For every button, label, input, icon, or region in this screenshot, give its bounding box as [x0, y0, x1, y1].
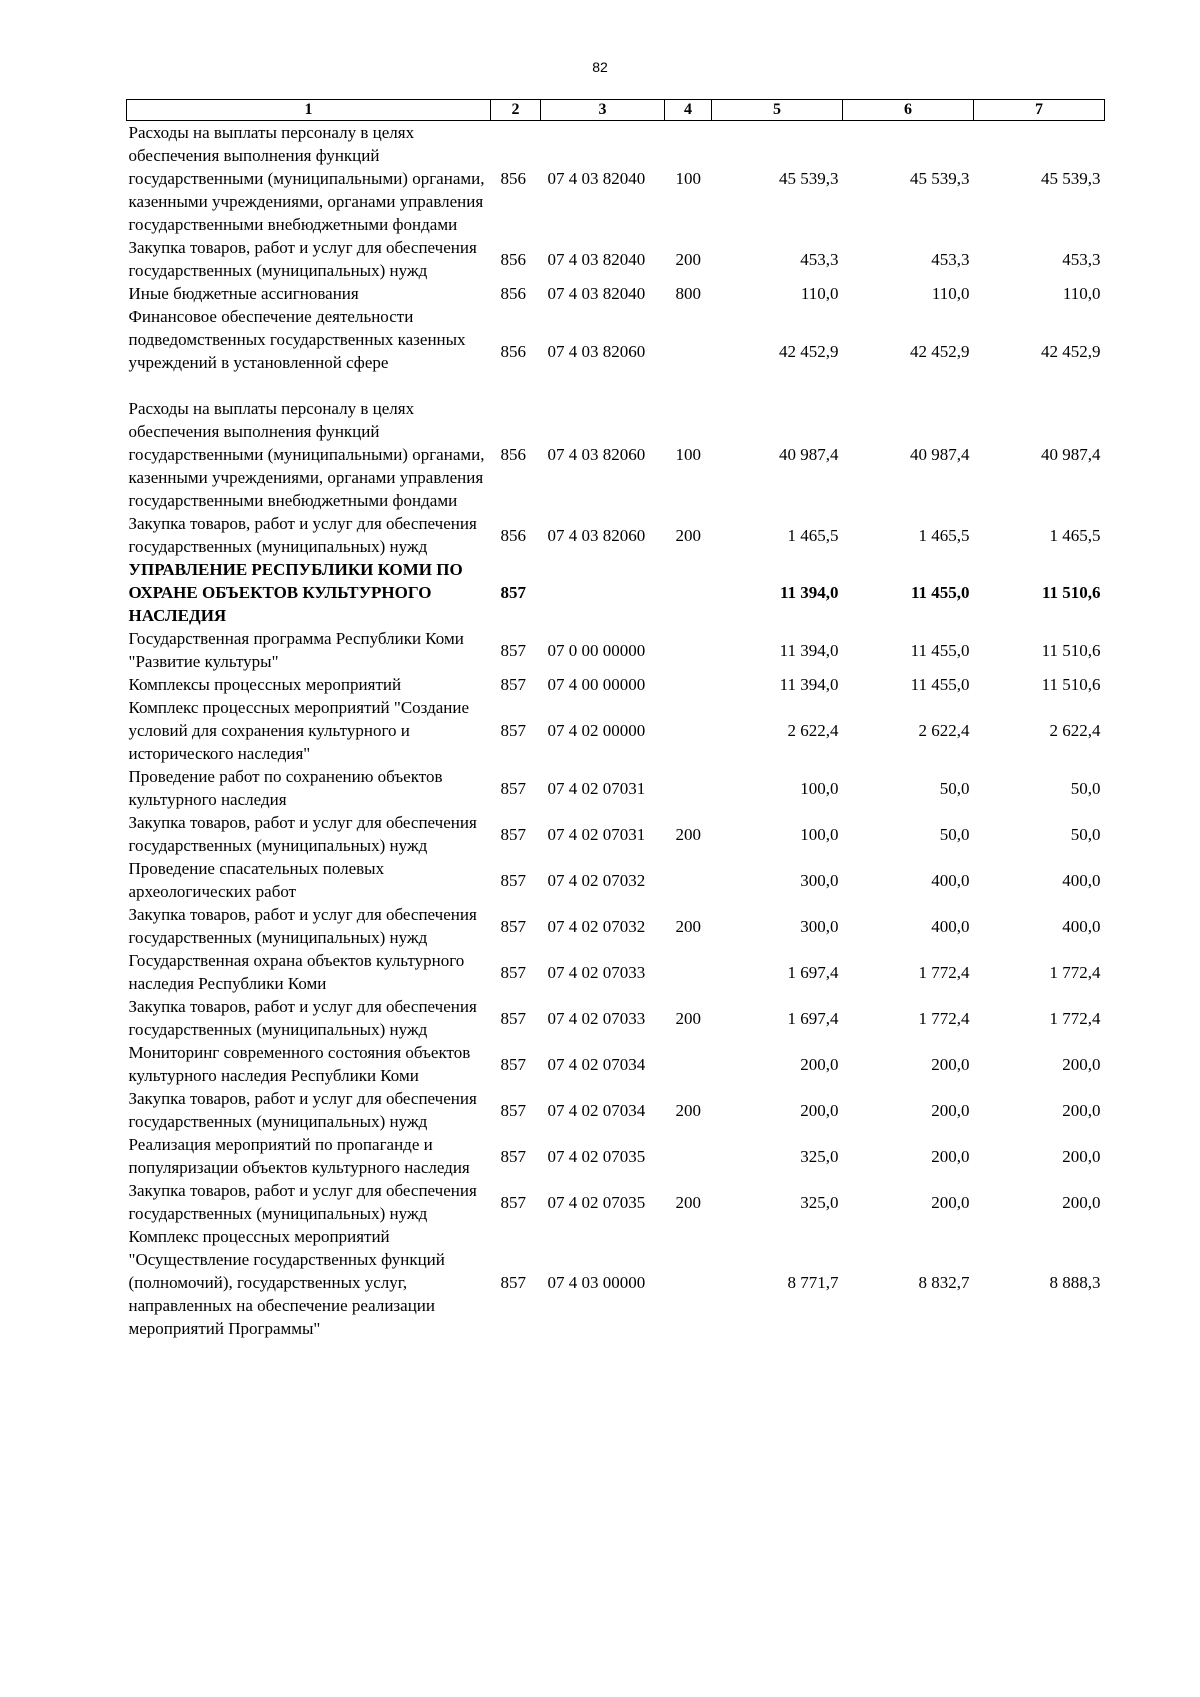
table-row-section-header	[127, 558, 1105, 627]
row-name: Проведение спасательных полевых археологических работ	[128, 859, 385, 901]
header-col-2: 2	[491, 100, 541, 121]
row-org: 857	[500, 583, 526, 602]
row-value-5: 100,0	[800, 778, 839, 798]
row-value-7: 1 772,4	[1049, 1008, 1101, 1028]
row-value-6: 50,0	[939, 778, 970, 798]
row-org: 857	[500, 1100, 526, 1120]
row-value-6: 200,0	[931, 1054, 970, 1074]
row-value-7: 400,0	[1062, 916, 1101, 936]
row-code: 07 4 03 82040	[547, 169, 646, 188]
table-row	[127, 1087, 1105, 1133]
row-org: 857	[500, 1146, 526, 1166]
table-row	[127, 673, 1105, 696]
row-value-6: 40 987,4	[910, 445, 970, 464]
row-value-7: 8 888,3	[1049, 1273, 1101, 1292]
table-row	[127, 236, 1105, 282]
row-code: 07 4 02 07032	[547, 870, 646, 890]
row-org: 856	[500, 525, 526, 545]
row-code: 07 4 03 82060	[547, 445, 646, 464]
row-value-5: 11 394,0	[779, 640, 839, 660]
row-name: Закупка товаров, работ и услуг для обеспечения государственных (муниципальных) нужд	[128, 1089, 477, 1131]
row-value-7: 453,3	[1062, 249, 1101, 269]
row-name: Иные бюджетные ассигнования	[128, 284, 359, 303]
row-org: 857	[500, 721, 526, 740]
row-type	[665, 558, 712, 627]
row-org: 857	[500, 1273, 526, 1292]
row-value-5: 45 539,3	[779, 169, 839, 188]
row-code: 07 4 02 07031	[547, 778, 646, 798]
row-value-5: 11 394,0	[779, 583, 839, 602]
row-value-5: 200,0	[800, 1100, 839, 1120]
row-type: 200	[675, 525, 701, 545]
row-value-6: 200,0	[931, 1100, 970, 1120]
header-col-6: 6	[843, 100, 974, 121]
row-value-6: 11 455,0	[910, 640, 970, 660]
table-row	[127, 282, 1105, 305]
row-code: 07 4 03 82060	[547, 341, 646, 361]
row-org: 856	[500, 284, 526, 303]
header-col-1: 1	[127, 100, 491, 121]
row-value-6: 200,0	[931, 1192, 970, 1212]
row-code: 07 4 02 07035	[547, 1146, 646, 1166]
row-type	[665, 673, 712, 696]
row-code: 07 4 02 00000	[547, 721, 646, 740]
table-row	[127, 857, 1105, 903]
row-type	[665, 1041, 712, 1087]
row-value-5: 300,0	[800, 870, 839, 890]
row-value-5: 1 465,5	[787, 525, 839, 545]
row-value-5: 11 394,0	[779, 675, 839, 694]
row-value-7: 200,0	[1062, 1100, 1101, 1120]
row-value-6: 11 455,0	[910, 583, 970, 602]
row-name: Закупка товаров, работ и услуг для обеспечения государственных (муниципальных) нужд	[128, 514, 477, 556]
row-value-6: 2 622,4	[918, 721, 970, 740]
row-name: УПРАВЛЕНИЕ РЕСПУБЛИКИ КОМИ ПО ОХРАНЕ ОБЪЕКТОВ КУЛЬТУРНОГО НАСЛЕДИЯ	[128, 560, 463, 625]
row-value-7: 110,0	[1062, 284, 1101, 303]
row-value-6: 453,3	[931, 249, 970, 269]
row-value-6: 11 455,0	[910, 675, 970, 694]
table-row	[127, 121, 1105, 237]
row-value-7: 11 510,6	[1041, 583, 1101, 602]
table-row	[127, 1225, 1105, 1340]
row-value-5: 1 697,4	[787, 962, 839, 982]
row-name: Государственная программа Республики Коми "Развитие культуры"	[128, 629, 464, 671]
row-value-6: 110,0	[931, 284, 970, 303]
row-org: 857	[500, 962, 526, 982]
row-value-7: 11 510,6	[1041, 640, 1101, 660]
row-code: 07 4 03 82040	[547, 284, 646, 303]
budget-table	[126, 99, 1105, 1340]
header-row	[127, 100, 1105, 121]
row-value-7: 400,0	[1062, 870, 1101, 890]
row-type	[665, 949, 712, 995]
row-org: 857	[500, 675, 526, 694]
row-code: 07 0 00 00000	[547, 640, 646, 660]
table-row	[127, 765, 1105, 811]
row-value-7: 50,0	[1070, 824, 1101, 844]
row-type: 800	[675, 284, 701, 303]
row-value-5: 200,0	[800, 1054, 839, 1074]
row-name: Комплекс процессных мероприятий "Осуществление государственных функций (полномочий), государственных услуг, направленных на обеспечение реализации мероприятий Программы"	[128, 1227, 445, 1338]
row-code: 07 4 02 07034	[547, 1054, 646, 1074]
row-value-5: 2 622,4	[787, 721, 839, 740]
row-name: Комплексы процессных мероприятий	[128, 675, 402, 694]
row-value-5: 325,0	[800, 1146, 839, 1166]
table-row	[127, 1179, 1105, 1225]
row-value-5: 40 987,4	[779, 445, 839, 464]
row-type	[665, 1133, 712, 1179]
row-org: 857	[500, 640, 526, 660]
row-value-7: 200,0	[1062, 1054, 1101, 1074]
row-type: 200	[675, 824, 701, 844]
row-type	[665, 857, 712, 903]
row-value-5: 300,0	[800, 916, 839, 936]
row-type	[665, 696, 712, 765]
table-row	[127, 696, 1105, 765]
table-row	[127, 995, 1105, 1041]
row-name: Расходы на выплаты персоналу в целях обеспечения выполнения функций государственными (муниципальными) органами, казенными учреждениями, органами управления государственными внебюджетными фондами	[128, 399, 485, 510]
row-name: Финансовое обеспечение деятельности подведомственных государственных казенных учреждений в установленной сфере	[128, 307, 466, 372]
row-code: 07 4 02 07033	[547, 1008, 646, 1028]
table-row	[127, 949, 1105, 995]
row-value-7: 42 452,9	[1041, 341, 1101, 361]
row-org: 857	[500, 916, 526, 936]
row-org: 857	[500, 778, 526, 798]
row-type: 100	[675, 445, 701, 464]
row-type	[665, 765, 712, 811]
row-org: 857	[500, 1054, 526, 1074]
row-value-5: 325,0	[800, 1192, 839, 1212]
row-value-5: 8 771,7	[787, 1273, 839, 1292]
row-name: Закупка товаров, работ и услуг для обеспечения государственных (муниципальных) нужд	[128, 1181, 477, 1223]
row-org: 857	[500, 1008, 526, 1028]
row-code	[541, 558, 665, 627]
row-value-6: 42 452,9	[910, 341, 970, 361]
row-value-5: 110,0	[800, 284, 839, 303]
row-value-6: 50,0	[939, 824, 970, 844]
row-code: 07 4 02 07034	[547, 1100, 646, 1120]
row-org: 857	[500, 824, 526, 844]
row-code: 07 4 03 82040	[547, 249, 646, 269]
row-value-7: 200,0	[1062, 1192, 1101, 1212]
row-code: 07 4 02 07032	[547, 916, 646, 936]
row-org: 856	[500, 249, 526, 269]
row-name: Реализация мероприятий по пропаганде и популяризации объектов культурного наследия	[128, 1135, 470, 1177]
header-col-7: 7	[974, 100, 1105, 121]
row-type: 200	[675, 1192, 701, 1212]
row-value-7: 45 539,3	[1041, 169, 1101, 188]
header-col-3: 3	[541, 100, 665, 121]
row-org: 857	[500, 870, 526, 890]
row-code: 07 4 03 00000	[547, 1273, 646, 1292]
row-name: Комплекс процессных мероприятий "Создание условий для сохранения культурного и исторического наследия"	[128, 698, 470, 763]
row-type: 200	[675, 1100, 701, 1120]
row-value-5: 42 452,9	[779, 341, 839, 361]
row-name: Проведение работ по сохранению объектов культурного наследия	[128, 767, 443, 809]
table-row	[127, 627, 1105, 673]
row-name: Закупка товаров, работ и услуг для обеспечения государственных (муниципальных) нужд	[128, 813, 477, 855]
row-type: 100	[675, 169, 701, 188]
row-value-6: 400,0	[931, 870, 970, 890]
row-code: 07 4 00 00000	[547, 675, 646, 694]
page-number: 82	[592, 59, 608, 75]
table-row	[127, 397, 1105, 512]
row-name: Закупка товаров, работ и услуг для обеспечения государственных (муниципальных) нужд	[128, 997, 477, 1039]
row-type: 200	[675, 1008, 701, 1028]
row-value-5: 1 697,4	[787, 1008, 839, 1028]
row-type: 200	[675, 249, 701, 269]
table-row	[127, 1133, 1105, 1179]
row-code: 07 4 02 07031	[547, 824, 646, 844]
row-name: Мониторинг современного состояния объектов культурного наследия Республики Коми	[128, 1043, 471, 1085]
row-value-6: 1 772,4	[918, 1008, 970, 1028]
row-org: 856	[500, 445, 526, 464]
row-value-5: 453,3	[800, 249, 839, 269]
row-name: Расходы на выплаты персоналу в целях обеспечения выполнения функций государственными (муниципальными) органами, казенными учреждениями, органами управления государственными внебюджетными фондами	[128, 123, 485, 234]
table-row	[127, 903, 1105, 949]
row-code: 07 4 03 82060	[547, 525, 646, 545]
row-value-7: 1 772,4	[1049, 962, 1101, 982]
row-value-7: 1 465,5	[1049, 525, 1101, 545]
row-type	[665, 627, 712, 673]
row-value-6: 1 465,5	[918, 525, 970, 545]
row-value-7: 50,0	[1070, 778, 1101, 798]
table-row	[127, 1041, 1105, 1087]
table-row	[127, 512, 1105, 558]
table-row	[127, 811, 1105, 857]
row-type	[665, 1225, 712, 1340]
row-value-5: 100,0	[800, 824, 839, 844]
row-type: 200	[675, 916, 701, 936]
row-value-6: 45 539,3	[910, 169, 970, 188]
row-value-6: 1 772,4	[918, 962, 970, 982]
row-name: Закупка товаров, работ и услуг для обеспечения государственных (муниципальных) нужд	[128, 238, 477, 280]
row-code: 07 4 02 07033	[547, 962, 646, 982]
row-name: Закупка товаров, работ и услуг для обеспечения государственных (муниципальных) нужд	[128, 905, 477, 947]
row-value-6: 400,0	[931, 916, 970, 936]
row-code: 07 4 02 07035	[547, 1192, 646, 1212]
row-org: 856	[500, 169, 526, 188]
row-value-7: 11 510,6	[1041, 675, 1101, 694]
row-value-7: 2 622,4	[1049, 721, 1101, 740]
row-value-7: 200,0	[1062, 1146, 1101, 1166]
row-value-6: 8 832,7	[918, 1273, 970, 1292]
table-row	[127, 305, 1105, 397]
row-value-6: 200,0	[931, 1146, 970, 1166]
row-value-7: 40 987,4	[1041, 445, 1101, 464]
header-col-5: 5	[712, 100, 843, 121]
row-type	[665, 305, 712, 397]
row-org: 856	[500, 341, 526, 361]
row-org: 857	[500, 1192, 526, 1212]
row-name: Государственная охрана объектов культурного наследия Республики Коми	[128, 951, 465, 993]
header-col-4: 4	[665, 100, 712, 121]
